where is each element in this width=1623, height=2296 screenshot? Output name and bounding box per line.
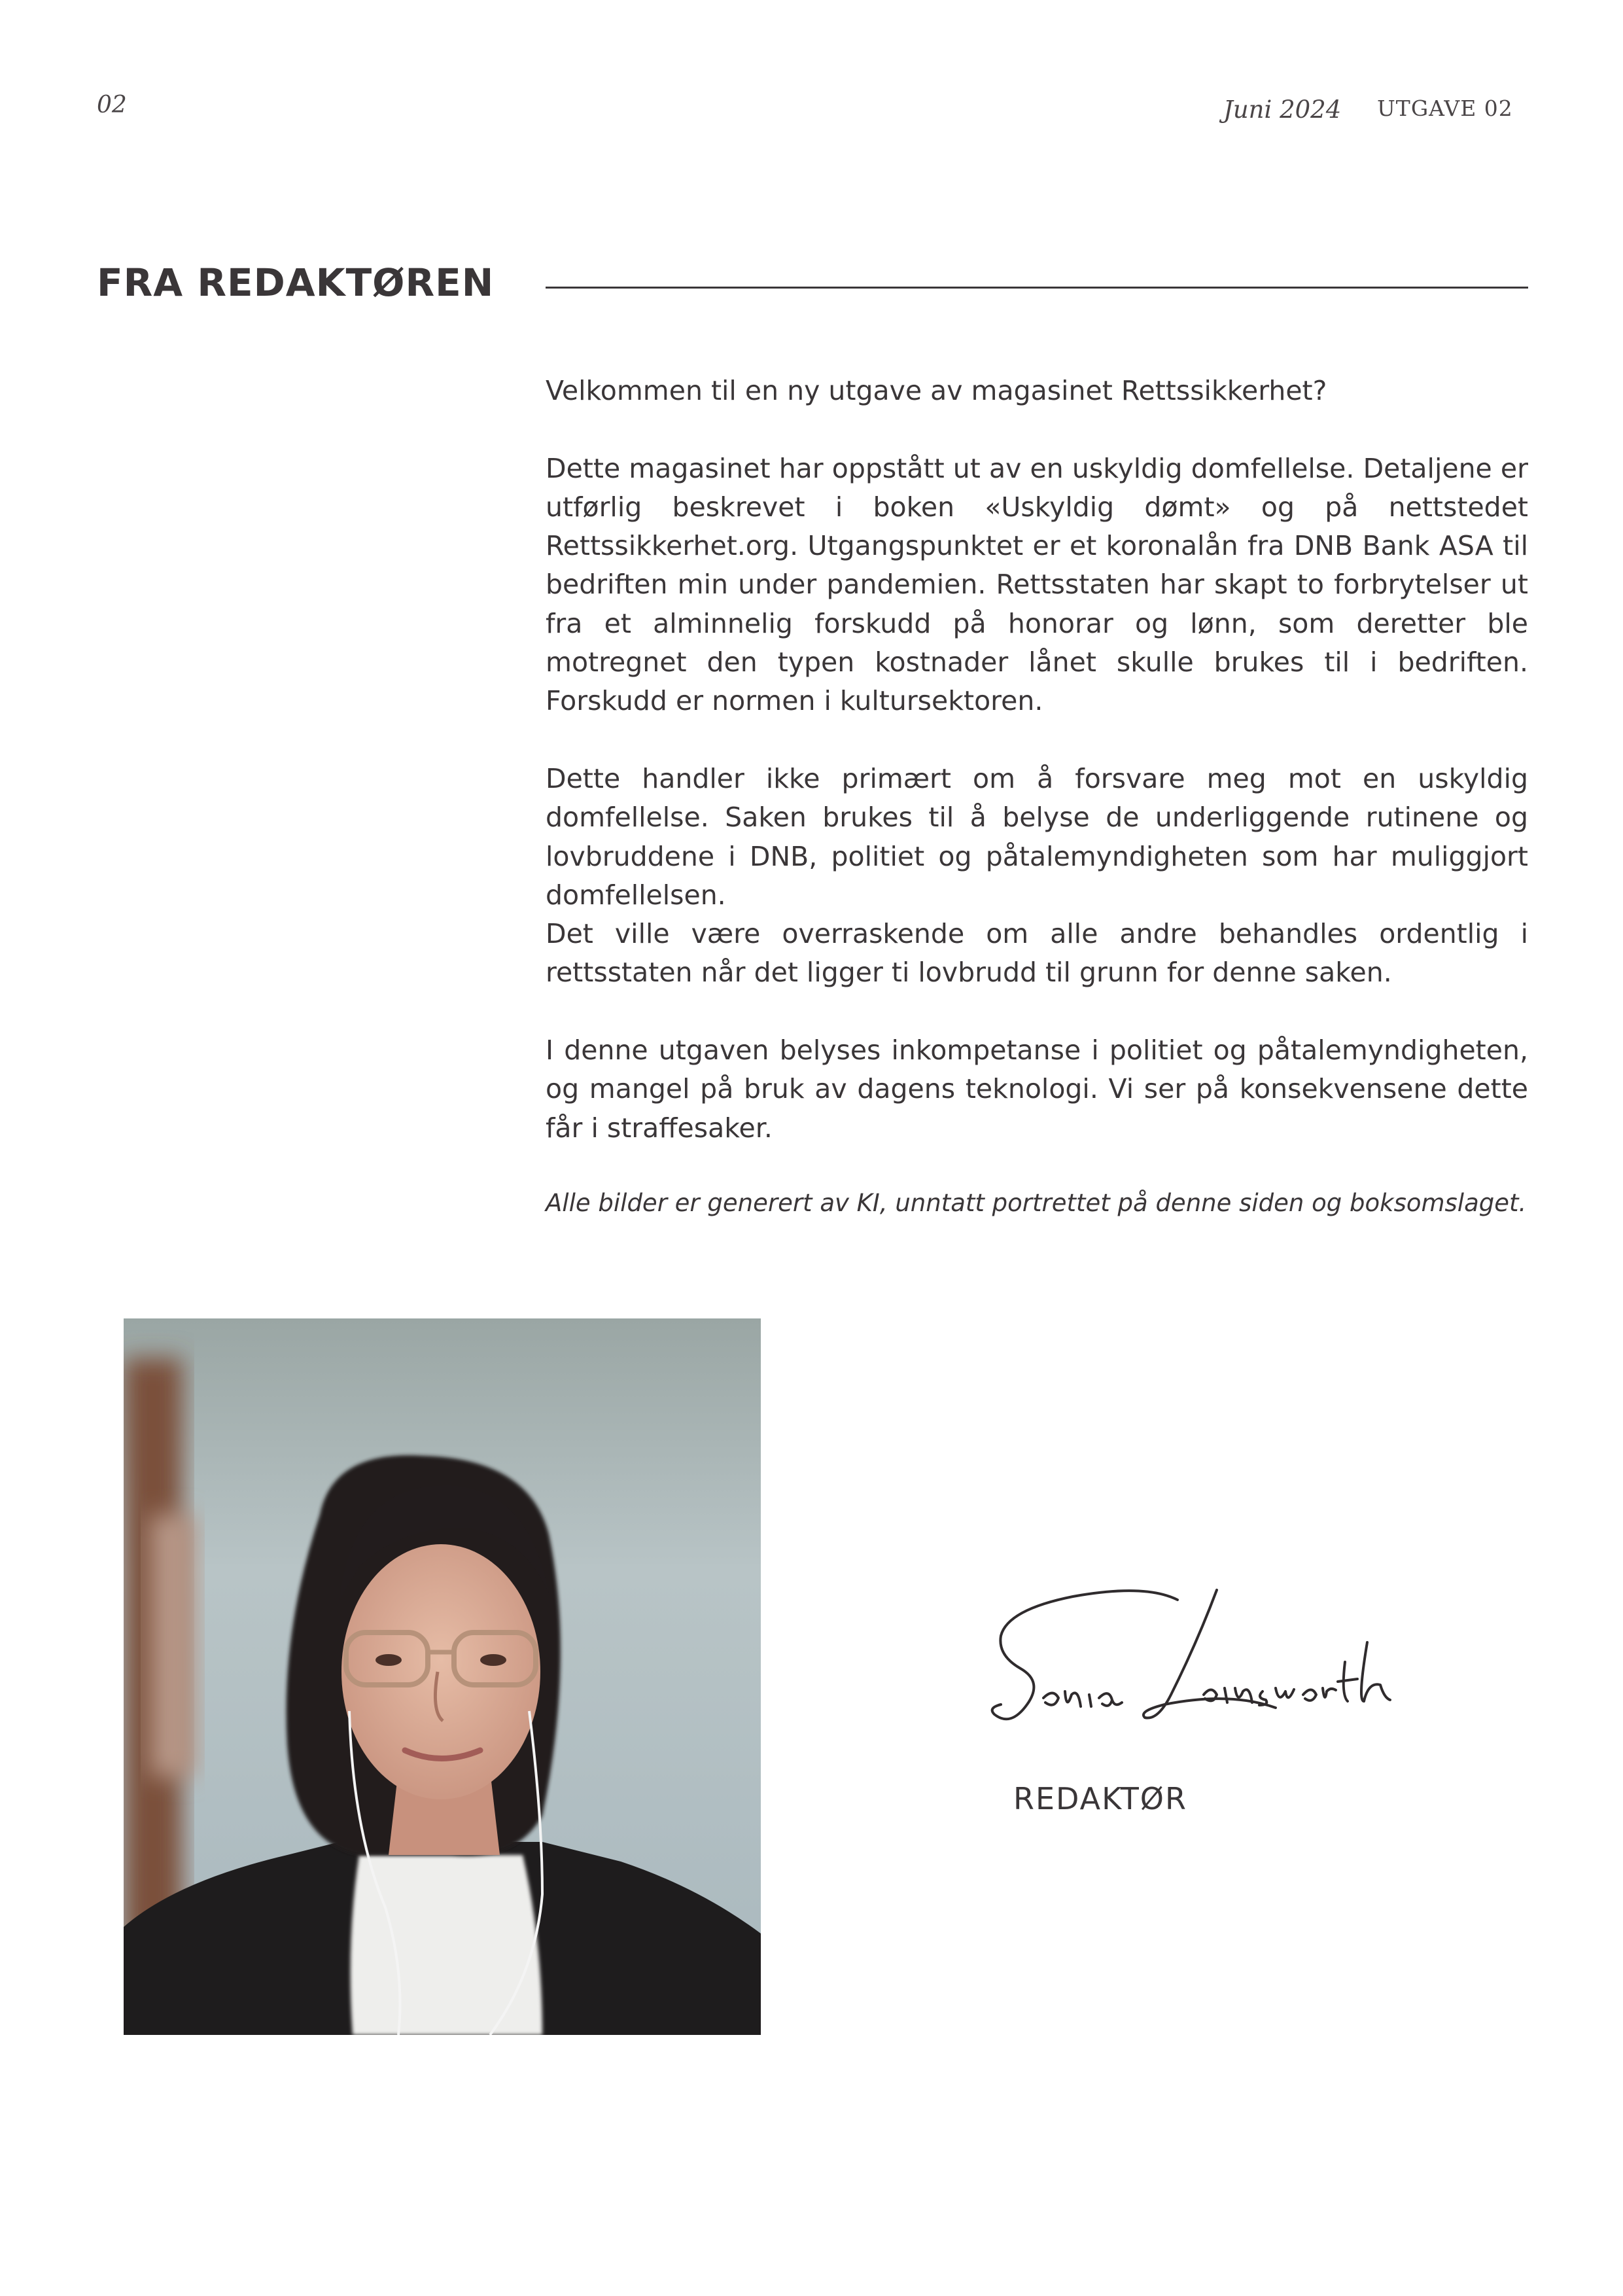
title-divider	[546, 287, 1528, 289]
page-number: 02	[97, 92, 127, 118]
editor-role: REDAKTØR	[1013, 1781, 1187, 1816]
paragraph: Dette magasinet har oppstått ut av en uskyldig domfellelse. Detaljene er utførlig beskrevet i boken «Uskyldig dømt» og på nettstedet Rettssikkerhet.org. Utgangspunktet er et koronalån fra DNB Bank ASA til bedriften min under pandemien. Rettsstaten har skapt to forbrytelser ut fra et alminnelig forskudd på honorar og lønn, som deretter ble motregnet den typen kostnader lånet skulle brukes til i bedriften. Forskudd er normen i kultursektoren.	[546, 452, 1528, 717]
section-title: FRA REDAKTØREN	[97, 260, 495, 305]
intro-paragraph: Velkommen til en ny utgave av magasinet Rettssikkerhet?	[546, 375, 1327, 406]
issue-label: UTGAVE 02	[1377, 96, 1513, 121]
article-body	[546, 372, 1528, 1262]
paragraph: Det ville være overraskende om alle andre behandles ordentlig i rettsstaten når det ligger ti lovbrudd til grunn for denne saken.	[546, 918, 1528, 989]
editor-portrait	[124, 1318, 761, 2035]
paragraph: Dette handler ikke primært om å forsvare meg mot en uskyldig domfellelse. Saken brukes til å belyse de underliggende rutinene og lovbruddene i DNB, politiet og påtalemyndigheten som har muliggjort domfellelsen.	[546, 762, 1528, 911]
image-credit-note: Alle bilder er generert av KI, unntatt portrettet på denne siden og boksomslaget.	[546, 1189, 1527, 1218]
editor-signature	[981, 1583, 1413, 1743]
paragraph: I denne utgaven belyses inkompetanse i politiet og påtalemyndigheten, og mangel på bruk av dagens teknologi. Vi ser på konsekvensene dette får i straffesaker.	[546, 1034, 1528, 1144]
issue-date: Juni 2024	[1223, 96, 1342, 124]
